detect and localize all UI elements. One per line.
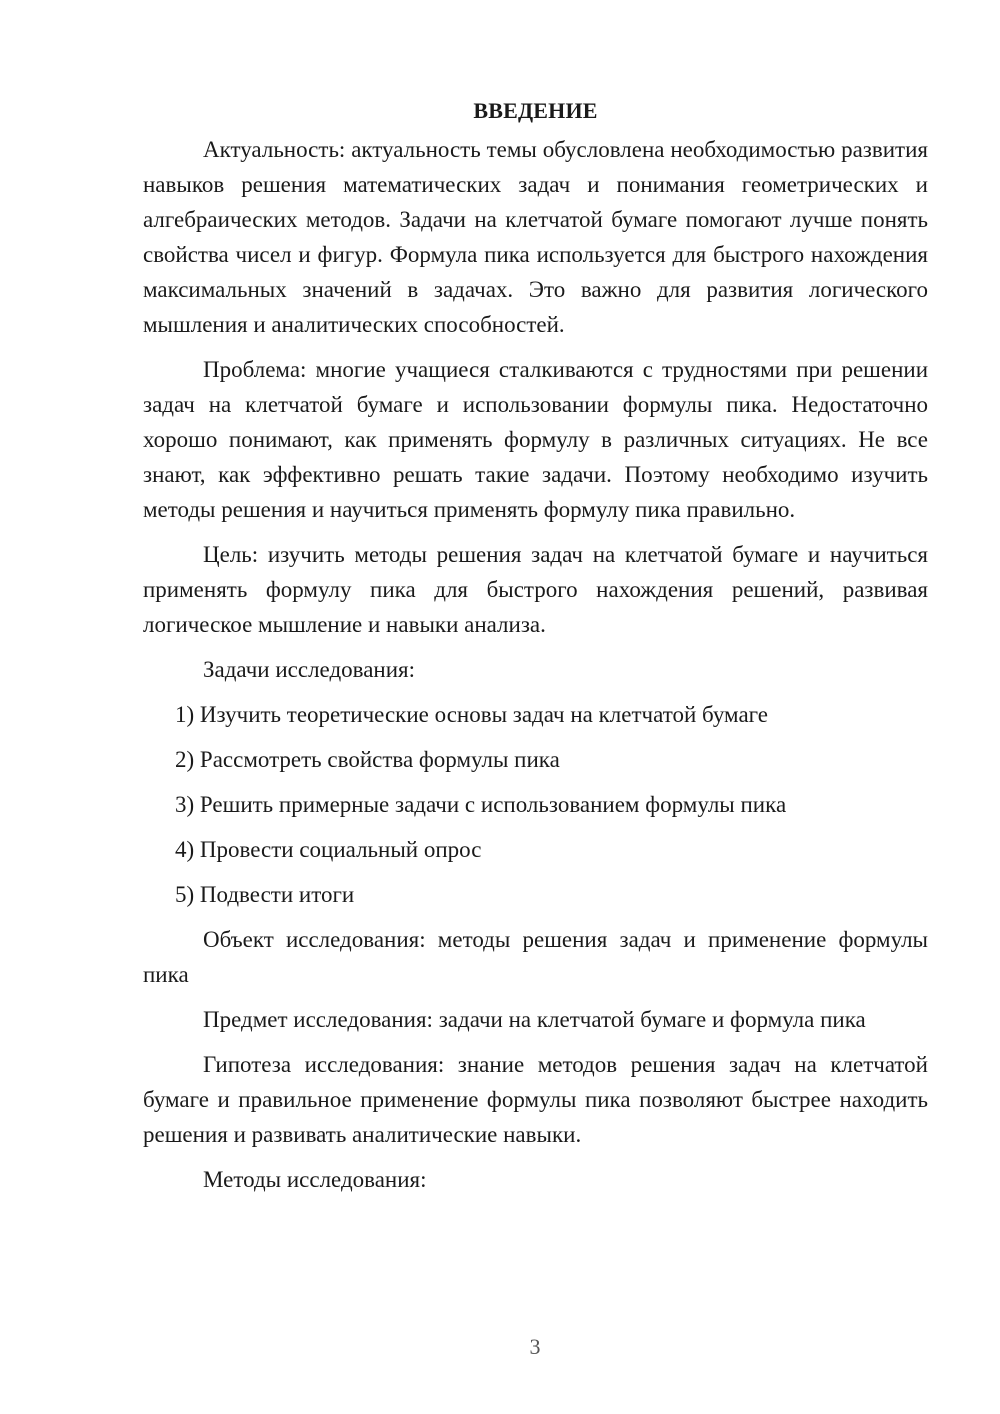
document-page [143, 96, 928, 1207]
page-number: 3 [529, 1334, 541, 1359]
task-list-item: 3) Решить примерные задачи с использованием формулы пика [175, 792, 787, 817]
problem-paragraph: Проблема: многие учащиеся сталкиваются с трудностями при решении задач на клетчатой бумаге и использовании формулы пика. Недостаточно хорошо понимают, как применять формулу в различных ситуациях. Не все знают, как эффективно решать такие задачи. Поэтому необходимо изучить методы решения и научиться применять формулу пика правильно. [143, 357, 928, 522]
subject-paragraph: Предмет исследования: задачи на клетчатой бумаге и формула пика [203, 1007, 866, 1032]
task-list-item: 1) Изучить теоретические основы задач на клетчатой бумаге [175, 702, 769, 727]
task-list-item: 4) Провести социальный опрос [175, 837, 482, 862]
task-list-item: 5) Подвести итоги [175, 882, 355, 907]
goal-paragraph: Цель: изучить методы решения задач на клетчатой бумаге и научиться применять формулу пика для быстрого нахождения решений, развивая логическое мышление и навыки анализа. [143, 542, 928, 637]
methods-heading: Методы исследования: [203, 1167, 427, 1192]
relevance-paragraph: Актуальность: актуальность темы обусловлена необходимостью развития навыков решения математических задач и понимания геометрических и алгебраических методов. Задачи на клетчатой бумаге помогают лучше понять свойства чисел и фигур. Формула пика используется для быстрого нахождения максимальных значений в задачах. Это важно для развития логического мышления и аналитических способностей. [143, 137, 928, 337]
hypothesis-paragraph: Гипотеза исследования: знание методов решения задач на клетчатой бумаге и правильное применение формулы пика позволяют быстрее находить решения и развивать аналитические навыки. [143, 1052, 928, 1147]
page-title: ВВЕДЕНИЕ [473, 98, 598, 123]
task-list-item: 2) Рассмотреть свойства формулы пика [175, 747, 560, 772]
object-paragraph: Объект исследования: методы решения задач и применение формулы пика [143, 927, 928, 987]
tasks-heading: Задачи исследования: [203, 657, 416, 682]
